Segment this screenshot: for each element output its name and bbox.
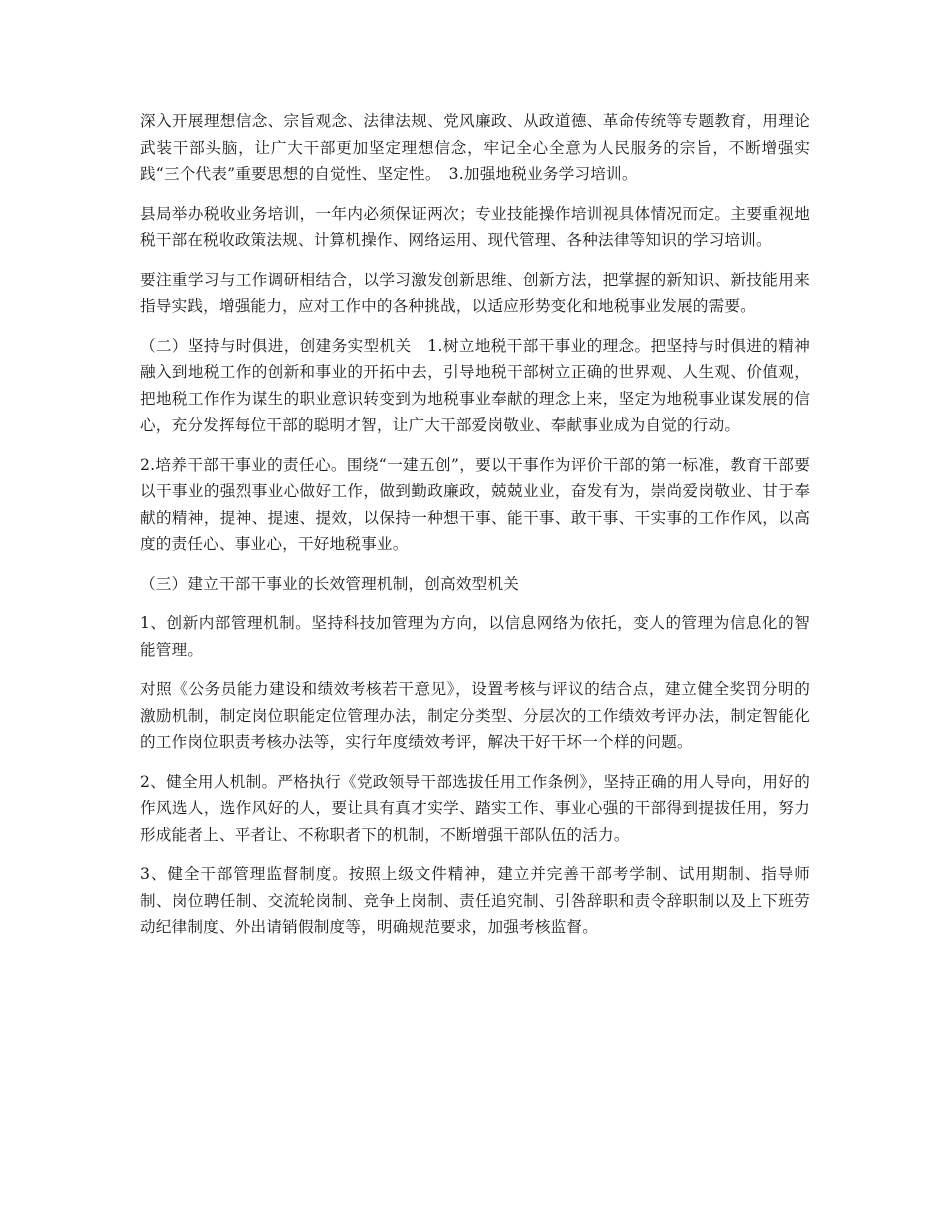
paragraph-responsibility: 2.培养干部干事业的责任心。围绕“一建五创”，要以干事作为评价干部的第一标准，教育干部要以干事业的强烈事业心做好工作，做到勤政廉政，兢兢业业，奋发有为，崇尚爱岗敬业、甘于奉献的精神，提神、提速、提效，以保持一种想干事、能干事、敢干事、干实事的工作作风，以高度的责任心、事业心，干好地税事业。 <box>140 455 810 553</box>
document-body <box>140 108 810 954</box>
paragraph-section-three-heading: （三）建立干部干事业的长效管理机制，创高效型机关 <box>140 574 520 593</box>
paragraph-supervision-system: 3、健全干部管理监督制度。按照上级文件精神，建立并完善干部考学制、试用期制、指导师制、岗位聘任制、交流轮岗制、竞争上岗制、责任追究制、引咎辞职和责令辞职制以及上下班劳动纪律制度、外出请销假制度等，明确规范要求，加强考核监督。 <box>140 865 810 936</box>
paragraph-ideology-education: 深入开展理想信念、宗旨观念、法律法规、党风廉政、从政道德、革命传统等专题教育，用理论武装干部头脑，让广大干部更加坚定理想信念，牢记全心全意为人民服务的宗旨，不断增强实践“三个代表”重要思想的自觉性、坚定性。 3.加强地税业务学习培训。 <box>140 112 810 183</box>
paragraph-performance-evaluation: 对照《公务员能力建设和绩效考核若干意见》，设置考核与评议的结合点，建立健全奖罚分明的激励机制，制定岗位职能定位管理办法，制定分类型、分层次的工作绩效考评办法，制定智能化的工作岗位职责考核办法等，实行年度绩效考评，解决干好干坏一个样的问题。 <box>140 680 810 751</box>
paragraph-study-research: 要注重学习与工作调研相结合，以学习激发创新思维、创新方法，把掌握的新知识、新技能用来指导实践，增强能力，应对工作中的各种挑战，以适应形势变化和地税事业发展的需要。 <box>140 270 810 315</box>
paragraph-tax-training: 县局举办税收业务培训，一年内必须保证两次；专业技能操作培训视具体情况而定。主要重视地税干部在税收政策法规、计算机操作、网络运用、现代管理、各种法律等知识的学习培训。 <box>140 204 810 249</box>
paragraph-internal-management: 1、创新内部管理机制。坚持科技加管理为方向，以信息网络为依托，变人的管理为信息化的智能管理。 <box>140 614 810 659</box>
paragraph-section-two: （二）坚持与时俱进，创建务实型机关 1.树立地税干部干事业的理念。把坚持与时俱进的精神融入到地税工作的创新和事业的开拓中去，引导地税干部树立正确的世界观、人生观、价值观，把地税工作作为谋生的职业意识转变到为地税事业奉献的理念上来，坚定为地税事业谋发展的信心，充分发挥每位干部的聪明才智，让广大干部爱岗敬业、奉献事业成为自觉的行动。 <box>140 336 810 434</box>
paragraph-employment-mechanism: 2、健全用人机制。严格执行《党政领导干部选拔任用工作条例》，坚持正确的用人导向，用好的作风选人，选作风好的人，要让具有真才实学、踏实工作、事业心强的干部得到提拔任用，努力形成能者上、平者让、不称职者下的机制，不断增强干部队伍的活力。 <box>140 772 810 844</box>
